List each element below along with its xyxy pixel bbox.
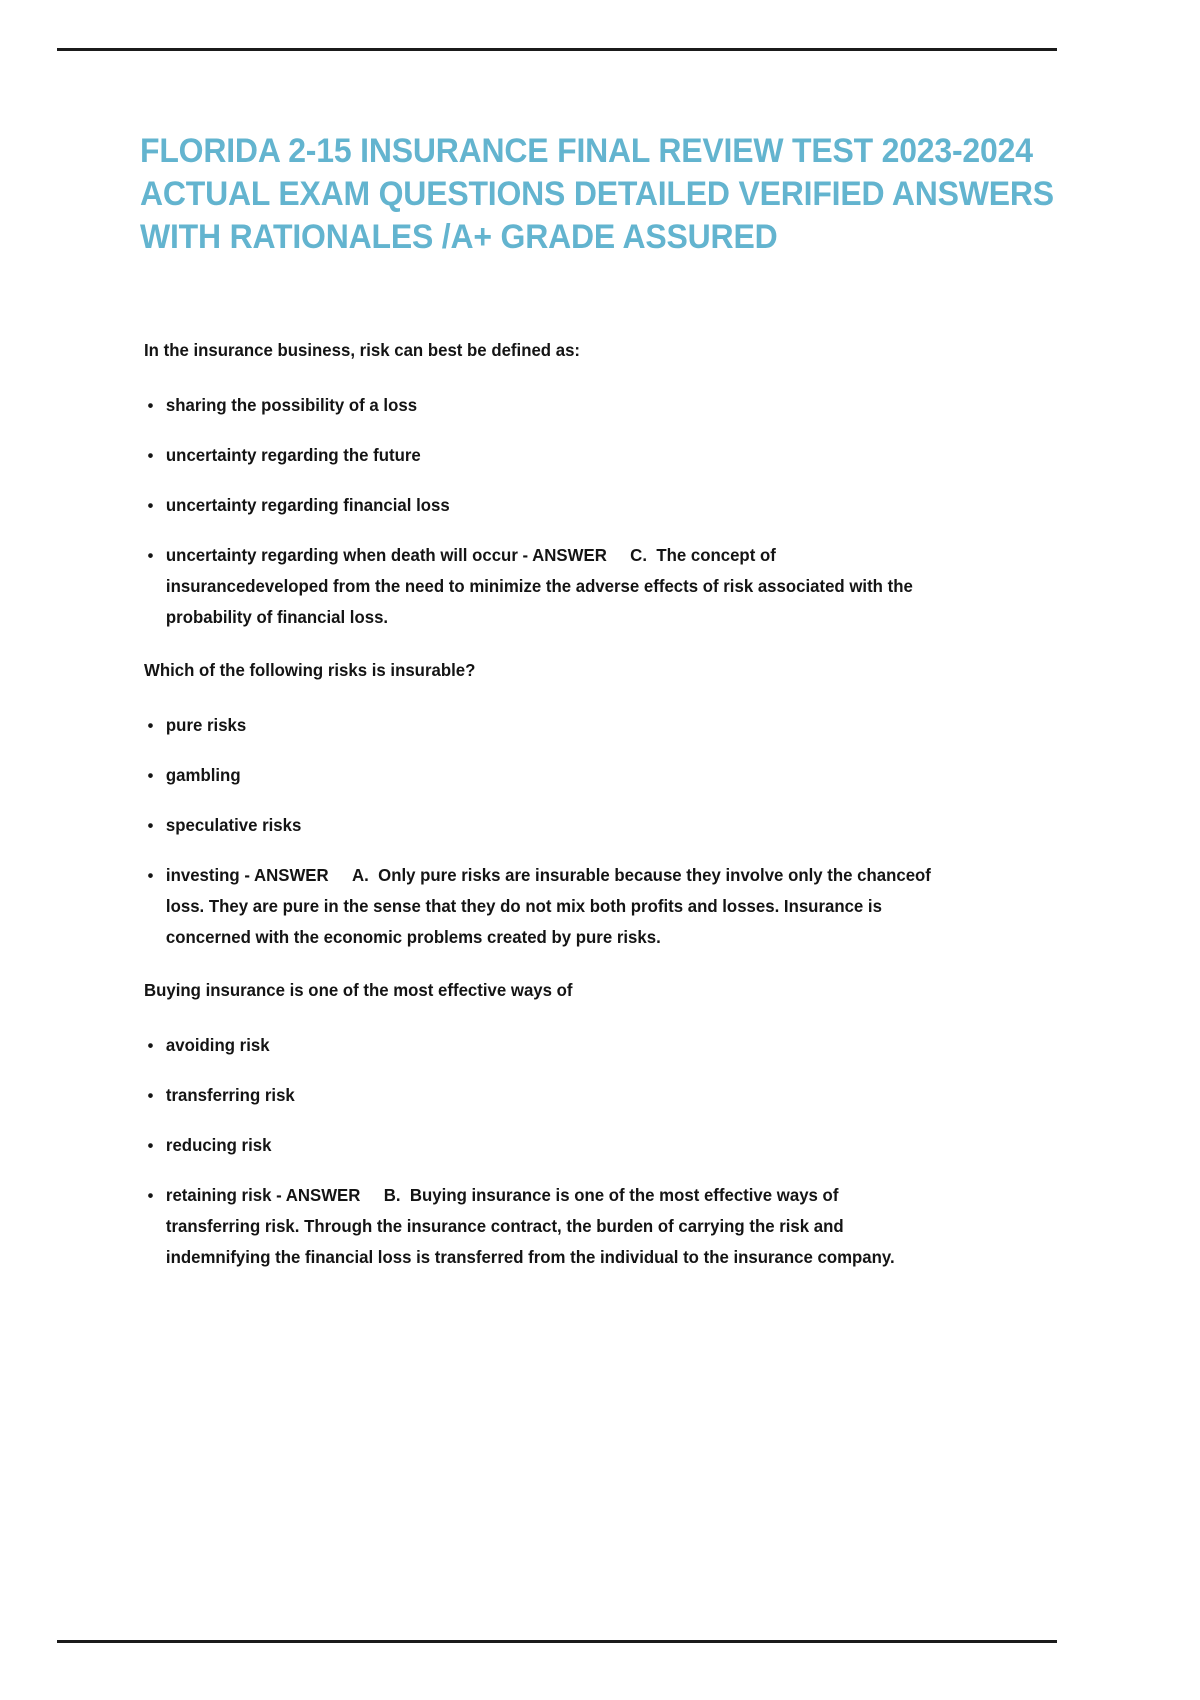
option-label: speculative risks — [165, 815, 302, 835]
answer-rationale: Only pure risks are insurable because they involve only the chanceof loss. They are pure in the sense that they do not mix both profits and losses. Insurance is concerned with the economic problems created by pure risks. — [165, 865, 931, 947]
question-prompt: In the insurance business, risk can best be defined as: — [144, 340, 581, 360]
bullet-icon: • — [147, 396, 154, 415]
bullet-icon: • — [147, 766, 154, 785]
question-block — [140, 977, 970, 1273]
option-label: reducing risk — [165, 1135, 272, 1155]
option-item — [140, 1130, 937, 1161]
page-title: FLORIDA 2-15 INSURANCE FINAL REVIEW TEST 2023-2024 ACTUAL EXAM QUESTIONS DETAILED VERIFIED ANSWERS WITH RATIONALES /A+ GRADE ASSURED — [140, 132, 1063, 256]
bullet-icon: • — [147, 546, 154, 565]
question-prompt: Buying insurance is one of the most effective ways of — [144, 980, 573, 1000]
option-label: uncertainty regarding the future — [165, 445, 421, 465]
answer-option-label: investing - ANSWER — [165, 865, 329, 885]
option-item — [140, 390, 937, 421]
answer-key: A. — [351, 865, 369, 885]
answer-rationale: Buying insurance is one of the most effective ways of transferring risk. Through the insurance contract, the burden of carrying the risk and indemnifying the financial loss is transferred from the individual to the insurance company. — [165, 1185, 895, 1267]
answer-item — [140, 860, 937, 953]
document-content — [140, 130, 1115, 1297]
footer-divider-line — [57, 1640, 1057, 1643]
answer-key: B. — [383, 1185, 401, 1205]
bullet-icon: • — [147, 1136, 154, 1155]
bullet-icon: • — [147, 716, 154, 735]
bullet-icon: • — [147, 1186, 154, 1205]
option-label: gambling — [165, 765, 241, 785]
answer-item — [140, 1180, 937, 1273]
option-item — [140, 440, 937, 471]
option-item — [140, 710, 937, 741]
question-prompt: Which of the following risks is insurable? — [144, 660, 476, 680]
question-block — [140, 337, 970, 633]
option-item — [140, 490, 937, 521]
option-item — [140, 1030, 937, 1061]
bullet-icon: • — [147, 1086, 154, 1105]
option-item — [140, 760, 937, 791]
header-divider-line — [57, 48, 1057, 51]
option-label: transferring risk — [165, 1085, 295, 1105]
option-label: avoiding risk — [165, 1035, 270, 1055]
option-item — [140, 1080, 937, 1111]
option-label: uncertainty regarding financial loss — [165, 495, 450, 515]
answer-option-label: uncertainty regarding when death will occur - ANSWER — [165, 545, 607, 565]
answer-item — [140, 540, 937, 633]
bullet-icon: • — [147, 496, 154, 515]
question-block — [140, 657, 970, 953]
bullet-icon: • — [147, 816, 154, 835]
bullet-icon: • — [147, 446, 154, 465]
bullet-icon: • — [147, 1036, 154, 1055]
option-label: sharing the possibility of a loss — [165, 395, 418, 415]
bullet-icon: • — [147, 866, 154, 885]
option-item — [140, 810, 937, 841]
option-label: pure risks — [165, 715, 247, 735]
answer-option-label: retaining risk - ANSWER — [165, 1185, 361, 1205]
answer-rationale: The concept of insurancedeveloped from the need to minimize the adverse effects of risk associated with the probability of financial loss. — [165, 545, 913, 627]
questions-list — [140, 337, 970, 1273]
answer-key: C. — [630, 545, 647, 565]
